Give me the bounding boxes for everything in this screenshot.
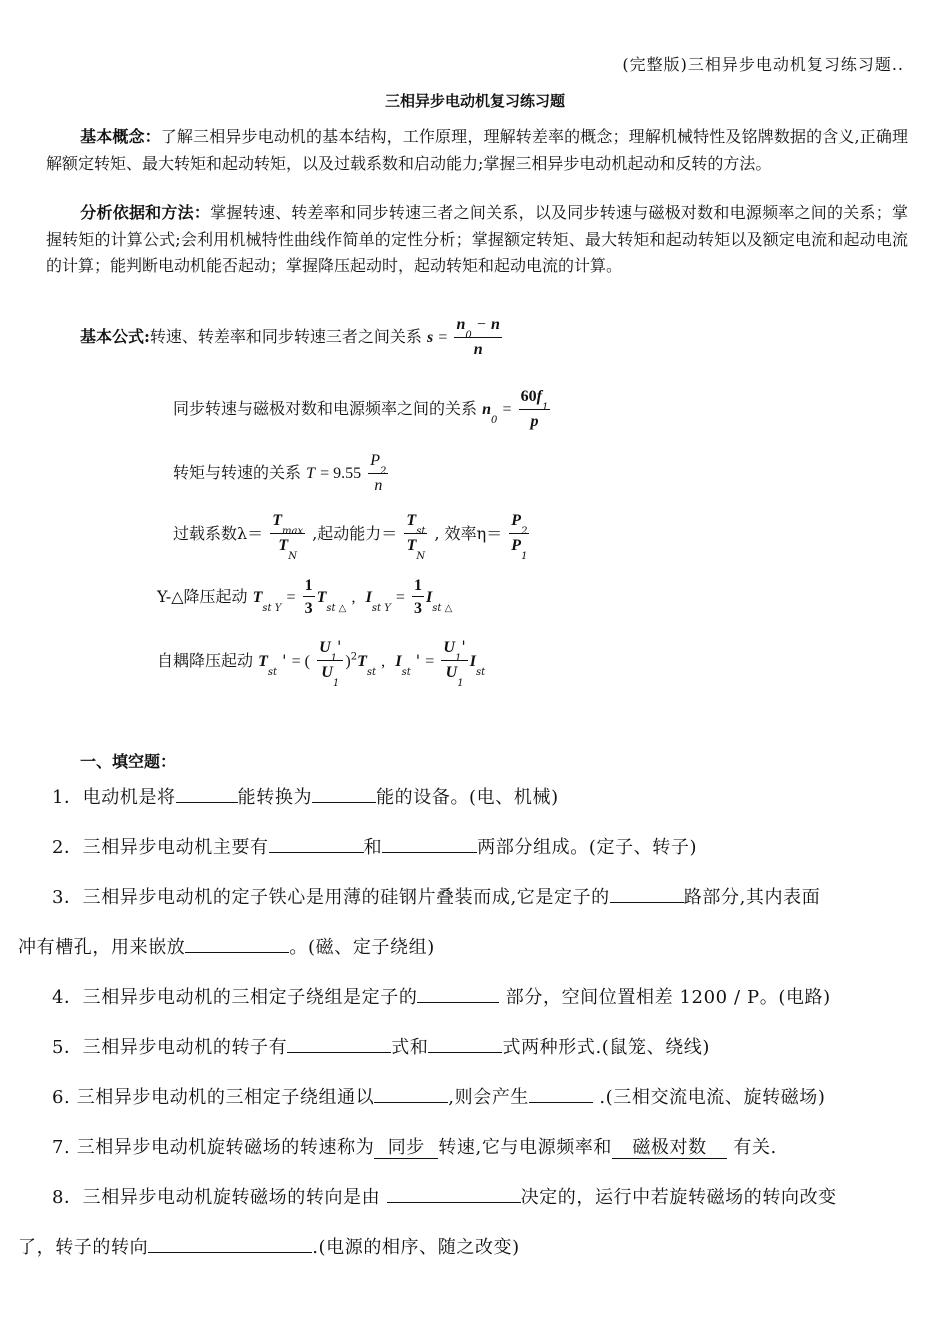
basic-concepts-paragraph <box>46 124 908 177</box>
methods-paragraph <box>46 200 908 280</box>
formula-torque-text: 转矩与转速的关系 <box>173 463 302 482</box>
question-5: 5．三相异步电动机的转子有 式和 式两种形式.(鼠笼、绕线) <box>52 1037 711 1058</box>
basic-concepts-label: 基本概念： <box>80 127 161 146</box>
formula-star-delta: Y-△降压起动 $T_{st Y}$ = $\frac{1}{3}$ $T_{st \triangle}$ , $I_{st Y}$ = $\frac{1}{3}$ $I_{st \triangle}$ <box>157 577 453 617</box>
answer-blank[interactable] <box>287 1052 391 1053</box>
question-4: 4．三相异步电动机的三相定子绕组是定子的 部分，空间位置相差 1200 / P。(电路) <box>52 987 831 1008</box>
formula-sync-speed: 同步转速与磁极对数和电源频率之间的关系 $n_0$ = $\frac{60f_1}{p}$ <box>173 388 549 430</box>
document-header: (完整版)三相异步电动机复习练习题.. <box>622 55 904 74</box>
formula-start-text: ,起动能力＝ <box>312 524 398 543</box>
section-fill-blanks: 一、填空题： <box>80 752 177 771</box>
answer-blank[interactable] <box>529 1102 593 1103</box>
answer-blank[interactable] <box>185 952 289 953</box>
formula-slip-fraction: $\frac{n_0 - n}{n}$ <box>456 316 500 358</box>
formula-slip-text: 转速、转差率和同步转速三者之间关系 <box>149 327 422 346</box>
answer-blank[interactable] <box>382 852 477 853</box>
page-title: 三相异步电动机复习练习题 <box>384 92 565 110</box>
answer-blank[interactable]: 同步 <box>374 1138 438 1159</box>
question-6: 6. 三相异步电动机的三相定子绕组通以 ,则会产生 .(三相交流电流、旋转磁场) <box>52 1087 826 1108</box>
formula-star-delta-text: Y-△降压起动 <box>157 587 248 606</box>
answer-blank[interactable] <box>269 852 364 853</box>
answer-blank[interactable] <box>312 802 376 803</box>
answer-blank[interactable]: 磁极对数 <box>612 1138 727 1159</box>
answer-blank[interactable] <box>610 902 684 903</box>
basic-concepts-text: 了解三相异步电动机的基本结构，工作原理，理解转差率的概念；理解机械特性及铭牌数据的含义,正确理解额定转矩、最大转矩和起动转矩，以及过载系数和启动能力;掌握三相异步电动机起动和反转的方法。 <box>46 127 908 173</box>
formula-slip: 基本公式:转速、转差率和同步转速三者之间关系 s = $\frac{n_0 - n}{n}$ <box>80 314 504 361</box>
answer-blank[interactable] <box>374 1102 448 1103</box>
answer-blank[interactable] <box>148 1252 312 1253</box>
formula-sync-speed-text: 同步转速与磁极对数和电源频率之间的关系 <box>173 399 478 418</box>
question-1: 1．电动机是将 能转换为 能的设备。(电、机械) <box>52 787 559 808</box>
question-7: 7. 三相异步电动机旋转磁场的转速称为 同步 转速,它与电源频率和 磁极对数 有关. <box>52 1137 777 1158</box>
formulas-label: 基本公式: <box>80 327 150 346</box>
question-8-continued: 了，转子的转向 .(电源的相序、随之改变) <box>18 1237 520 1258</box>
methods-text: 掌握转速、转差率和同步转速三者之间关系，以及同步转速与磁极对数和电源频率之间的关系；掌握转矩的计算公式;会利用机械特性曲线作简单的定性分析；掌握额定转矩、最大转矩和起动转矩以及额定电流和起动电流的计算；能判断电动机能否起动；掌握降压起动时，起动转矩和起动电流的计算。 <box>46 203 908 275</box>
answer-blank[interactable] <box>428 1052 502 1053</box>
formula-autotransformer-text: 自耦降压起动 <box>157 651 254 670</box>
formula-efficiency-text: , 效率η＝ <box>434 524 503 543</box>
question-3: 3．三相异步电动机的定子铁心是用薄的硅钢片叠装而成,它是定子的 路部分,其内表面 <box>52 887 821 908</box>
formula-overload-text: 过载系数λ＝ <box>173 524 264 543</box>
formula-autotransformer: 自耦降压起动 $T_{st}$ ' = ( $\frac{U_1'}{U_1}$ )$^2T_{st}$ , $I_{st}$ ' = $\frac{U_1'}{U_1}$ $I_{st}$ <box>157 637 486 689</box>
question-8: 8．三相异步电动机旋转磁场的转向是由 决定的，运行中若旋转磁场的转向改变 <box>52 1187 837 1208</box>
answer-blank[interactable] <box>417 1002 499 1003</box>
question-2: 2．三相异步电动机主要有 和 两部分组成。(定子、转子) <box>52 837 698 858</box>
methods-label: 分析依据和方法： <box>80 203 211 222</box>
formula-ratios: 过载系数λ＝ $\frac{T_{max}}{T_N}$ ,起动能力＝ $\frac{T_{st}}{T_N}$ , 效率η＝ $\frac{P_2}{P_1}$ <box>173 512 528 562</box>
answer-blank[interactable] <box>176 802 238 803</box>
answer-blank[interactable] <box>387 1202 521 1203</box>
question-3-continued: 冲有槽孔，用来嵌放 。(磁、定子绕组) <box>18 937 435 958</box>
formula-torque: 转矩与转速的关系 T = 9.55 $\frac{P_2}{n}$ <box>173 452 387 494</box>
